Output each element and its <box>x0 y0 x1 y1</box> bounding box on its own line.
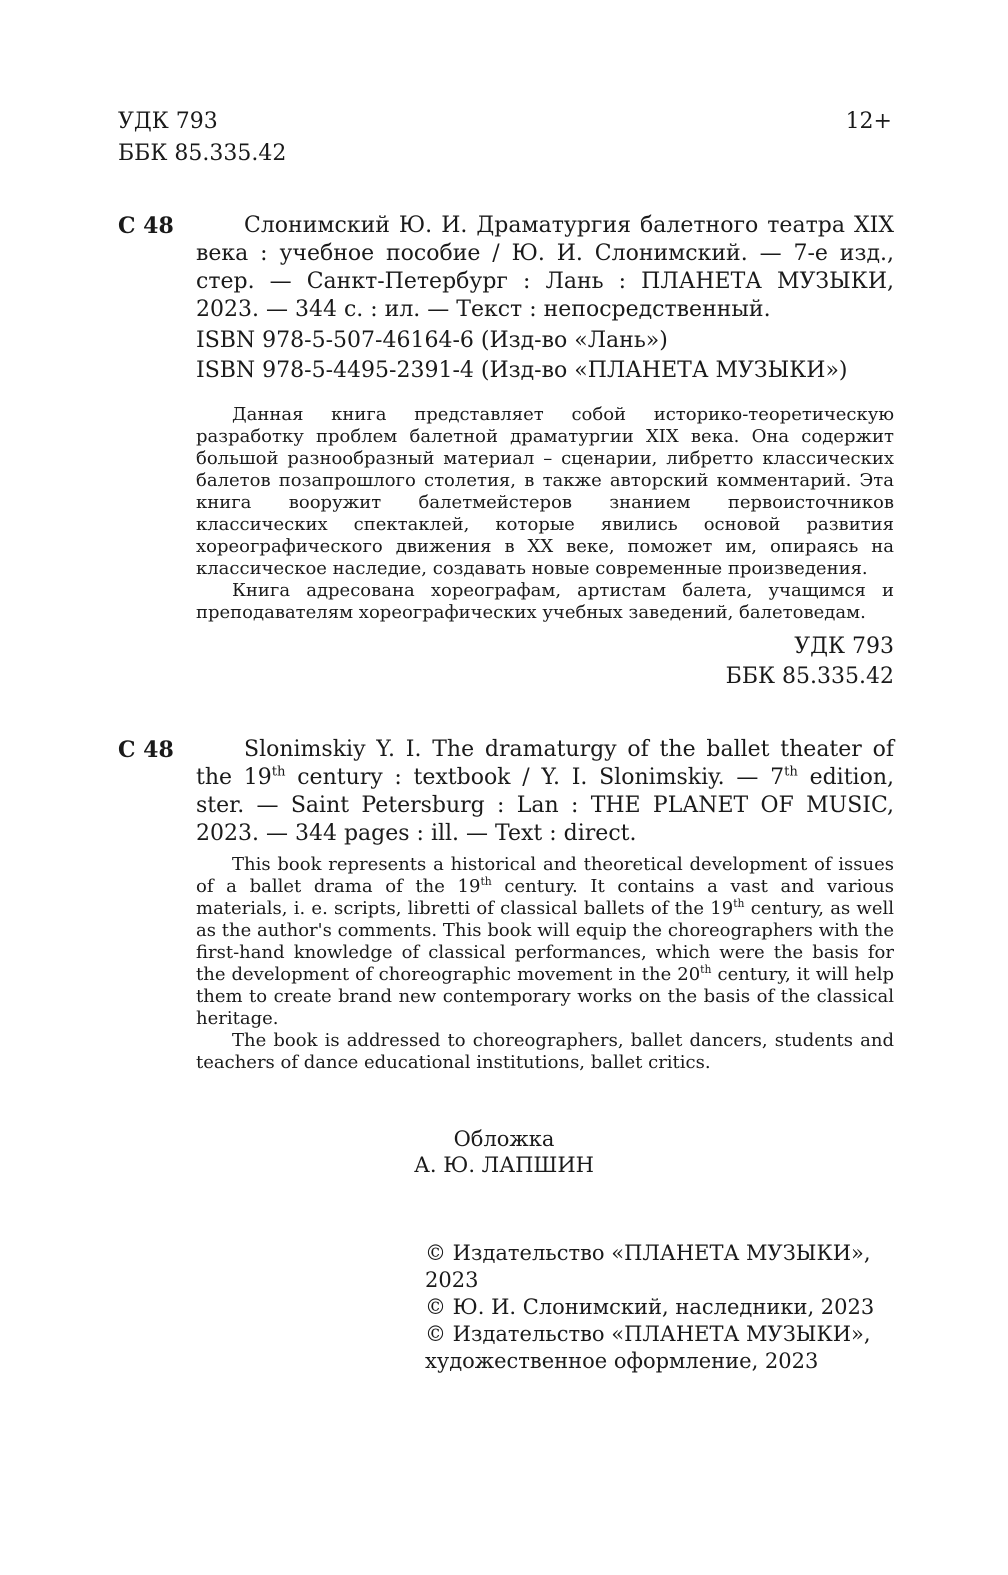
age-rating: 12+ <box>845 109 892 134</box>
ru-abstract-para: Книга адресована хореографам, артистам балета, учащимся и преподавателям хореографических учебных заведений, балетоведам. <box>196 580 894 623</box>
ordinal-suffix: th <box>271 764 286 780</box>
ru-udk: УДК 793 <box>794 634 894 659</box>
copyright-block <box>425 1240 895 1375</box>
ru-author-code: С 48 <box>118 213 174 239</box>
en-author-code: С 48 <box>118 737 174 763</box>
ordinal-suffix: th <box>700 963 712 976</box>
copyright-line: © Издательство «ПЛАНЕТА МУЗЫКИ», 2023 <box>425 1241 871 1292</box>
ru-classification <box>726 632 894 692</box>
cover-artist: А. Ю. ЛАПШИН <box>414 1153 594 1177</box>
cover-credit <box>0 1126 1008 1178</box>
header-bbk: ББК 85.335.42 <box>118 141 287 166</box>
copyright-line: © Издательство «ПЛАНЕТА МУЗЫКИ», художественное оформление, 2023 <box>425 1322 871 1373</box>
ru-abstract-para: Данная книга представляет собой историко-теоретическую разработку проблем балетной драматургии XIX века. Она содержит большой разнообразный материал – сценарии, либретто классических балетов позапрошлого столетия, в также авторский комментарий. Эта книга вооружит балетмейстеров знанием первоисточников классических спектаклей, которые явились основой развития хореографического движения в XX веке, поможет им, опираясь на классическое наследие, создавать новые современные произведения. <box>196 404 894 579</box>
en-abstract-text: This book represents a historical and theoretical development of issues of a ballet drama of the 19 <box>196 854 894 897</box>
en-abstract-text: century, it will help them to create brand new contemporary works on the basis of the classical heritage. <box>196 964 894 1029</box>
ordinal-suffix: th <box>480 875 492 888</box>
ru-bibliographic-record: Слонимский Ю. И. Драматургия балетного театра XIX века : учебное пособие / Ю. И. Слонимский. — 7-е изд., стер. — Санкт-Петербург : Лань : ПЛАНЕТА МУЗЫКИ, 2023. — 344 с. : ил. — Текст : непосредственный. <box>196 213 894 322</box>
en-bib-text: edition, ster. — Saint Petersburg : Lan : THE PLANET OF MUSIC, 2023. — 344 pages : ill. — Text : direct. <box>196 765 894 846</box>
ordinal-suffix: th <box>784 764 798 780</box>
en-bibliographic-record <box>196 736 894 848</box>
ordinal-suffix: th <box>733 897 745 910</box>
header-classification <box>118 106 286 170</box>
ru-bbk: ББК 85.335.42 <box>725 664 894 689</box>
en-abstract-para: The book is addressed to choreographers, ballet dancers, students and teachers of dance educational institutions, ballet critics. <box>196 1030 894 1073</box>
en-bib-text: Slonimskiy Y. I. The dramaturgy of the ballet theater of the 19 <box>196 737 894 790</box>
en-abstract-para <box>196 854 894 1030</box>
copyright-line: © Ю. И. Слонимский, наследники, 2023 <box>425 1295 875 1319</box>
isbn-list <box>196 326 848 386</box>
en-bib-text: century : textbook / Y. I. Slonimskiy. — 7 <box>285 765 785 790</box>
isbn-planet: ISBN 978-5-4495-2391-4 (Изд-во «ПЛАНЕТА МУЗЫКИ») <box>196 358 848 383</box>
ru-abstract <box>196 404 894 624</box>
en-abstract-text: century. It contains a vast and various materials, i. e. scripts, libretti of classical ballets of the 19 <box>196 876 894 919</box>
isbn-lan: ISBN 978-5-507-46164-6 (Изд-во «Лань») <box>196 328 668 353</box>
header-udk: УДК 793 <box>118 109 218 134</box>
en-abstract-text: century, as well as the author's comments. This book will equip the choreographers with the first-hand knowledge of classical performances, which were the basis for the development of choreographic movement in the 20 <box>196 898 894 985</box>
cover-label: Обложка <box>453 1127 555 1151</box>
en-abstract <box>196 854 894 1074</box>
